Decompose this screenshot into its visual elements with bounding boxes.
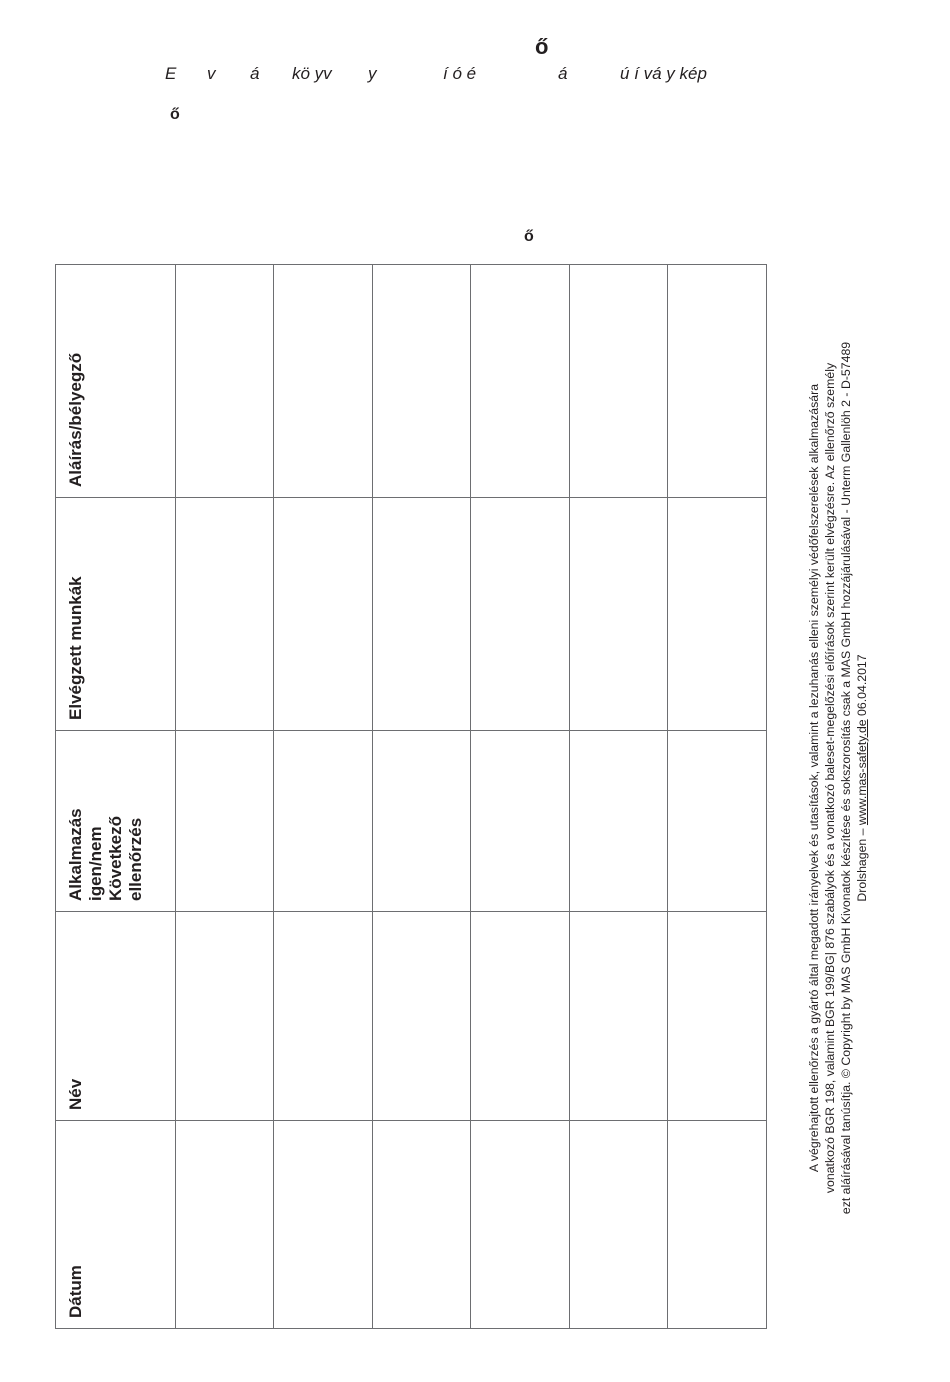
title-fragment: í ó é <box>443 64 477 83</box>
column-mark: ő <box>524 228 534 245</box>
footer-date: 06.04.2017 <box>855 654 869 720</box>
title-fragment: v <box>207 64 216 83</box>
website-link[interactable]: www.mas-safety.de <box>855 719 869 826</box>
header-usage-next-inspection: Alkalmazás igen/nem Következő ellenőrzés <box>66 808 145 901</box>
footer-line <box>854 258 870 1298</box>
footer-line: ezt aláírásával tanúsítja. © Copyright by MAS GmbH Kivonatok készítése és sokszorosítás csak a MAS GmbH hozzájárulásával - Unterm Gallenlöh 2 - D-57489 <box>839 341 853 1215</box>
row-divider <box>273 264 274 1329</box>
title-fragment: y <box>368 64 377 83</box>
column-divider <box>55 730 767 731</box>
row-divider <box>372 264 373 1329</box>
row-divider <box>470 264 471 1329</box>
table-border <box>55 264 767 1329</box>
left-mark: ő <box>170 106 180 123</box>
title-fragment: E <box>165 64 177 83</box>
title-fragment: kö yv <box>292 64 332 83</box>
footer-line: A végrehajtott ellenőrzés a gyártó által megadott irányelvek és utasítások, valamint a lezuhanás elleni személyi védőfelszerelések alkalmazására <box>807 383 821 1173</box>
column-divider <box>55 1120 767 1121</box>
row-divider <box>175 264 176 1329</box>
header-name: Név <box>66 1078 85 1110</box>
row-divider <box>667 264 668 1329</box>
title-fragment: á <box>250 64 260 83</box>
title-fragment: ú í vá y kép <box>620 64 707 83</box>
footer-line: vonatkozó BGR 198, valamint BGR 199/BG| 876 szabályok és a vonatkozó baleset-megelőzési előírások szerint került elvégzésre. Az ellenőrző személy <box>823 362 837 1194</box>
header-date: Dátum <box>66 1265 85 1318</box>
top-mark: ő <box>535 34 549 59</box>
footer-city: Drolshagen – <box>855 825 869 902</box>
header-work-performed: Elvégzett munkák <box>66 576 85 720</box>
column-divider <box>55 911 767 912</box>
title-fragment: á <box>558 64 568 83</box>
header-signature-stamp: Aláírás/bélyegző <box>66 352 85 487</box>
footer-legal-text <box>806 258 870 1298</box>
column-divider <box>55 497 767 498</box>
row-divider <box>569 264 570 1329</box>
